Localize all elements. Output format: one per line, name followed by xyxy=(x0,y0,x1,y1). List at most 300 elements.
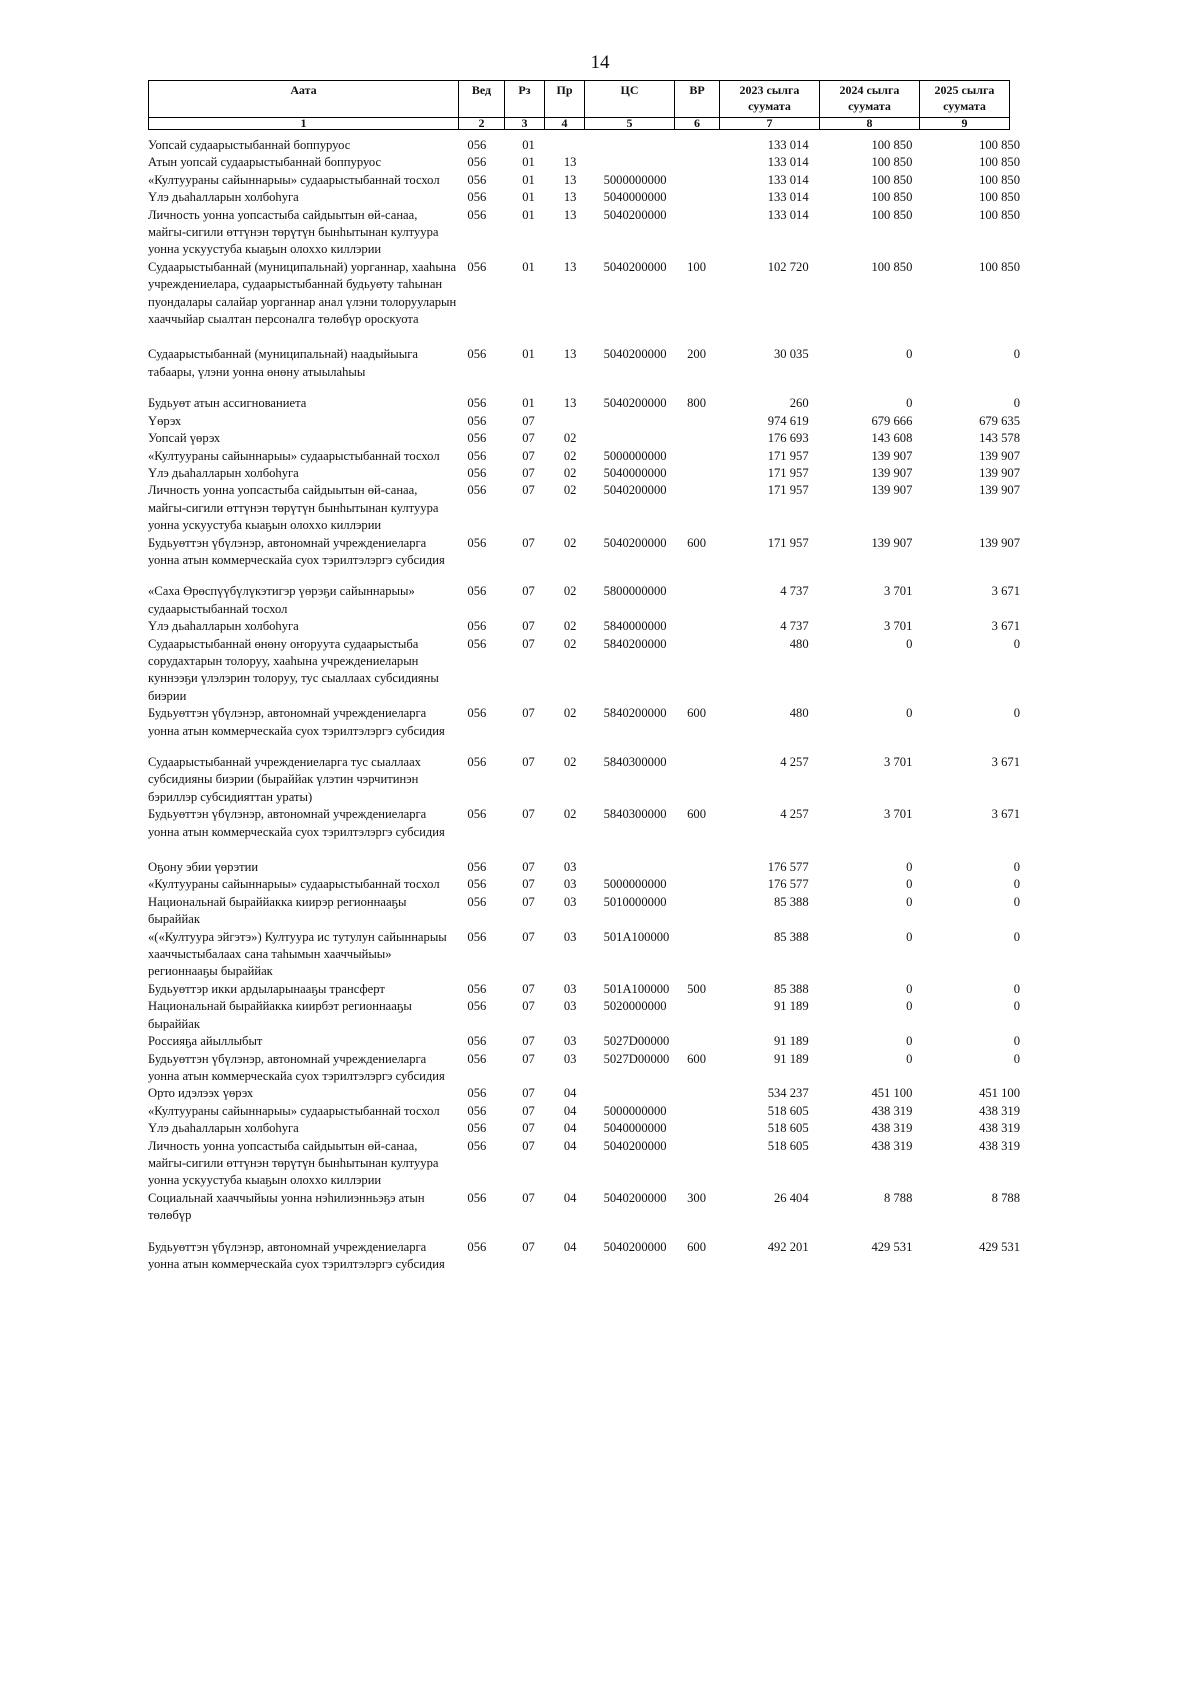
page-number: 14 xyxy=(590,52,610,73)
row-ved: 056 xyxy=(467,584,487,599)
row-ved: 056 xyxy=(467,431,487,446)
table-row xyxy=(148,154,1024,171)
row-name: «Култуураны сайыннарыы» судаарыстыбаннай тосхол xyxy=(148,877,440,892)
row-ved: 056 xyxy=(467,807,487,822)
row-ved: 056 xyxy=(467,396,487,411)
row-value-2025: 0 xyxy=(1013,396,1020,411)
row-cs: 5040200000 xyxy=(603,1138,667,1153)
row-pr: 02 xyxy=(563,465,577,480)
row-rz: 07 xyxy=(522,535,535,550)
row-pr: 02 xyxy=(563,584,577,599)
row-pr: 02 xyxy=(563,755,577,769)
row-pr: 03 xyxy=(563,1051,577,1066)
row-value-2024: 3 701 xyxy=(884,584,913,599)
row-vr xyxy=(683,189,729,206)
row-value-2025: 438 319 xyxy=(979,1103,1020,1118)
row-ved: 056 xyxy=(467,1103,487,1118)
row-rz: 07 xyxy=(522,431,535,446)
row-value-2023: 85 388 xyxy=(774,894,809,909)
row-name: «Култуураны сайыннарыы» судаарыстыбаннай тосхол xyxy=(148,448,440,463)
row-value-2024: 3 701 xyxy=(884,807,913,822)
table-body xyxy=(148,137,1024,1273)
table-row xyxy=(148,859,1024,876)
row-rz: 01 xyxy=(522,207,535,222)
header-num: 5 xyxy=(585,118,675,130)
row-rz: 07 xyxy=(522,981,535,996)
row-cs: 5020000000 xyxy=(603,999,667,1014)
row-cs: 5040200000 xyxy=(603,396,667,411)
row-vr xyxy=(683,1103,729,1120)
row-name: Орто идэлээх үөрэх xyxy=(148,1086,254,1101)
row-value-2025: 0 xyxy=(1013,706,1020,721)
row-name: Судаарыстыбаннай учреждениеларга тус сыаллаах субсидияны биэрии (быраййак үлэтин чэрчитинэн бэриллэр субсидияттан ураты) xyxy=(148,755,421,804)
row-cs: 5027D00000 xyxy=(603,1034,670,1049)
row-name: «Култуураны сайыннарыы» судаарыстыбаннай тосхол xyxy=(148,1103,440,1118)
row-vr xyxy=(683,172,729,189)
row-rz: 07 xyxy=(522,894,535,909)
row-name: «Саха Өрөспүүбүлүкэтигэр үөрэҕи сайыннарыы» судаарыстыбаннай тосхол xyxy=(148,584,415,616)
row-pr: 13 xyxy=(563,396,577,411)
row-value-2023: 176 693 xyxy=(767,431,809,446)
row-ved: 056 xyxy=(467,483,487,498)
row-ved: 056 xyxy=(467,755,487,769)
row-rz: 07 xyxy=(522,860,535,875)
row-pr: 03 xyxy=(563,894,577,909)
row-value-2024: 3 701 xyxy=(884,755,913,769)
row-value-2024: 8 788 xyxy=(884,1190,913,1205)
row-value-2024: 139 907 xyxy=(871,483,913,498)
row-vr xyxy=(683,929,729,981)
row-name: Будьуөттэн үбүлэнэр, автономнай учреждениеларга уонна атын коммерческайа суох тэрилтэлэргэ субсидия xyxy=(148,1051,445,1083)
row-value-2025: 679 635 xyxy=(979,413,1020,428)
table-row xyxy=(148,346,1024,395)
row-cs: 5040000000 xyxy=(603,1121,667,1136)
row-value-2024: 143 608 xyxy=(871,431,913,446)
row-value-2024: 0 xyxy=(906,706,913,721)
row-rz: 07 xyxy=(522,1086,535,1101)
header-2024: 2024 сылга суумата xyxy=(820,81,920,118)
row-value-2024: 100 850 xyxy=(871,138,913,152)
row-cs xyxy=(592,137,684,154)
table-row xyxy=(148,1120,1024,1137)
row-value-2024: 100 850 xyxy=(871,190,913,205)
row-value-2025: 3 671 xyxy=(991,755,1020,769)
row-value-2025: 139 907 xyxy=(979,483,1020,498)
row-cs: 5800000000 xyxy=(603,584,667,599)
row-vr: 600 xyxy=(687,706,707,721)
row-rz: 07 xyxy=(522,465,535,480)
row-vr xyxy=(683,894,729,929)
header-name: Аата xyxy=(149,81,459,118)
row-name: Национальнай быраййакка киирэр регионнааҕы быраййак xyxy=(148,894,407,927)
row-name: «Култуураны сайыннарыы» судаарыстыбаннай тосхол xyxy=(148,172,440,187)
row-value-2025: 0 xyxy=(1013,1051,1020,1066)
row-value-2023: 85 388 xyxy=(774,981,809,996)
row-value-2025: 100 850 xyxy=(979,138,1020,152)
table-row xyxy=(148,876,1024,893)
row-pr: 04 xyxy=(563,1138,577,1153)
row-ved: 056 xyxy=(467,929,487,944)
row-value-2024: 0 xyxy=(906,894,913,909)
row-ved: 056 xyxy=(467,1190,487,1205)
row-value-2025: 451 100 xyxy=(979,1086,1020,1101)
row-vr xyxy=(683,1085,729,1102)
table-row xyxy=(148,583,1024,618)
row-value-2023: 518 605 xyxy=(767,1121,809,1136)
row-value-2025: 429 531 xyxy=(979,1239,1020,1254)
row-ved: 056 xyxy=(467,448,487,463)
table-row xyxy=(148,259,1024,347)
row-vr xyxy=(683,154,729,171)
row-cs xyxy=(592,413,684,430)
row-rz: 07 xyxy=(522,1051,535,1066)
row-cs: 5840300000 xyxy=(603,755,667,769)
table-row xyxy=(148,636,1024,706)
row-rz: 01 xyxy=(522,138,535,152)
row-vr: 600 xyxy=(687,1051,707,1066)
row-vr xyxy=(683,207,729,259)
header-rz: Рз xyxy=(505,81,545,118)
row-ved: 056 xyxy=(467,207,487,222)
row-pr: 04 xyxy=(563,1086,577,1101)
row-rz: 07 xyxy=(522,1138,535,1153)
row-pr: 04 xyxy=(563,1121,577,1136)
row-pr: 04 xyxy=(563,1239,577,1254)
row-value-2025: 139 907 xyxy=(979,448,1020,463)
row-cs: 501А100000 xyxy=(603,929,670,944)
row-rz: 01 xyxy=(522,347,535,362)
row-value-2023: 176 577 xyxy=(767,877,809,892)
row-rz: 07 xyxy=(522,1190,535,1205)
row-value-2024: 0 xyxy=(906,347,913,362)
row-value-2023: 91 189 xyxy=(774,1051,809,1066)
row-rz: 07 xyxy=(522,1121,535,1136)
row-vr xyxy=(683,583,729,618)
row-cs: 5000000000 xyxy=(603,448,667,463)
row-value-2023: 480 xyxy=(789,636,809,651)
row-cs xyxy=(592,154,684,171)
row-rz: 07 xyxy=(522,999,535,1014)
row-rz: 07 xyxy=(522,584,535,599)
row-pr: 13 xyxy=(563,259,577,274)
row-value-2023: 30 035 xyxy=(774,347,809,362)
row-vr xyxy=(683,465,729,482)
row-value-2023: 492 201 xyxy=(767,1239,809,1254)
row-value-2024: 0 xyxy=(906,396,913,411)
row-vr: 800 xyxy=(687,396,707,411)
row-pr: 03 xyxy=(563,877,577,892)
row-value-2025: 100 850 xyxy=(979,155,1020,170)
row-name: Личность уонна уопсастыба сайдыытын өй-санаа, майгы-сигили өттүнэн төрүтүн бынһытынан култуура уонна ускуустуба кыаҕын олохxo киллэрии xyxy=(148,1138,439,1188)
header-num: 4 xyxy=(545,118,585,130)
row-value-2025: 0 xyxy=(1013,981,1020,996)
row-value-2023: 171 957 xyxy=(767,483,809,498)
row-name: Атын уопсай судаарыстыбаннай боппуруос xyxy=(148,155,382,170)
row-pr: 04 xyxy=(563,1190,577,1205)
row-rz: 07 xyxy=(522,807,535,822)
row-vr xyxy=(683,1138,729,1190)
table-row xyxy=(148,465,1024,482)
row-ved: 056 xyxy=(467,1239,487,1254)
row-name: Будьуөттэн үбүлэнэр, автономнай учреждениеларга уонна атын коммерческайа суох тэрилтэлэргэ субсидия xyxy=(148,807,445,839)
row-cs: 5040200000 xyxy=(603,259,667,274)
header-num: 7 xyxy=(720,118,820,130)
row-name: Судаарыстыбаннай өнөну оҥоруута судаарыстыба сорудахтарын толоруу, хааһына учреждениеларын куннээҕи үлэлэрин толоруу, тус сыаллаах субсидияны биэрии xyxy=(148,636,439,703)
row-value-2023: 171 957 xyxy=(767,535,809,550)
row-vr: 200 xyxy=(687,347,707,362)
row-value-2025: 438 319 xyxy=(979,1138,1020,1153)
row-value-2025: 3 671 xyxy=(991,807,1020,822)
row-ved: 056 xyxy=(467,860,487,875)
row-pr: 02 xyxy=(563,448,577,463)
row-rz: 01 xyxy=(522,172,535,187)
row-value-2023: 91 189 xyxy=(774,1034,809,1049)
row-pr: 13 xyxy=(563,190,577,205)
row-pr xyxy=(551,137,592,154)
row-cs: 5000000000 xyxy=(603,1103,667,1118)
table-row xyxy=(148,207,1024,259)
row-ved: 056 xyxy=(467,981,487,996)
table-row xyxy=(148,1033,1024,1050)
row-value-2025: 8 788 xyxy=(991,1190,1020,1205)
row-pr: 13 xyxy=(563,172,577,187)
table-row xyxy=(148,1085,1024,1102)
row-vr: 600 xyxy=(687,807,707,822)
row-value-2024: 139 907 xyxy=(871,448,913,463)
row-rz: 07 xyxy=(522,1239,535,1254)
row-vr xyxy=(683,636,729,706)
header-num: 1 xyxy=(149,118,459,130)
row-value-2023: 171 957 xyxy=(767,448,809,463)
row-name: Социальнай хааччыйыы уонна нэһилиэнньэҕэ атын төлөбүр xyxy=(148,1190,425,1223)
row-cs xyxy=(592,1085,684,1102)
table-row xyxy=(148,482,1024,534)
row-vr xyxy=(683,413,729,430)
row-name: Будьуөттэн үбүлэнэр, автономнай учреждениеларга уонна атын коммерческайа суох тэрилтэлэргэ субсидия xyxy=(148,706,445,738)
row-pr: 02 xyxy=(563,619,577,634)
table-row xyxy=(148,1138,1024,1190)
row-value-2023: 518 605 xyxy=(767,1103,809,1118)
header-pr: Пр xyxy=(545,81,585,118)
table-row xyxy=(148,806,1024,859)
row-cs: 501А100000 xyxy=(603,981,670,996)
row-vr: 600 xyxy=(687,1239,707,1254)
row-value-2024: 0 xyxy=(906,1034,913,1049)
row-cs: 5040200000 xyxy=(603,1239,667,1254)
row-name: Будьуөт атын ассигнованиета xyxy=(148,396,307,411)
row-rz: 07 xyxy=(522,636,535,651)
row-vr: 500 xyxy=(687,981,707,996)
row-ved: 056 xyxy=(467,1051,487,1066)
row-name: Будьуөттэн үбүлэнэр, автономнай учреждениеларга уонна атын коммерческайа суох тэрилтэлэргэ субсидия xyxy=(148,535,445,567)
row-value-2023: 133 014 xyxy=(767,172,809,187)
header-num: 2 xyxy=(459,118,505,130)
row-rz: 07 xyxy=(522,619,535,634)
row-ved: 056 xyxy=(467,413,487,428)
row-ved: 056 xyxy=(467,877,487,892)
row-value-2024: 0 xyxy=(906,929,913,944)
table-row xyxy=(148,618,1024,635)
row-name: Будьуөттэн үбүлэнэр, автономнай учреждениеларга уонна атын коммерческайа суох тэрилтэлэргэ субсидия xyxy=(148,1239,445,1271)
row-name: Үлэ дьаһалларын холбоһуга xyxy=(148,619,299,634)
row-ved: 056 xyxy=(467,1086,487,1101)
row-cs: 5040200000 xyxy=(603,1190,667,1205)
row-value-2025: 100 850 xyxy=(979,172,1020,187)
table-row xyxy=(148,1190,1024,1239)
table-row xyxy=(148,705,1024,754)
row-pr: 03 xyxy=(563,999,577,1014)
row-name: Уопсай судаарыстыбаннай боппуруос xyxy=(148,138,351,152)
row-vr xyxy=(683,754,729,806)
table-row xyxy=(148,998,1024,1033)
row-value-2023: 534 237 xyxy=(767,1086,809,1101)
row-value-2023: 518 605 xyxy=(767,1138,809,1153)
row-vr: 300 xyxy=(687,1190,707,1205)
table-row xyxy=(148,430,1024,447)
table-row xyxy=(148,189,1024,206)
row-value-2024: 0 xyxy=(906,877,913,892)
row-vr xyxy=(683,859,729,876)
row-cs: 5040000000 xyxy=(603,190,667,205)
row-value-2025: 139 907 xyxy=(979,465,1020,480)
row-vr xyxy=(683,430,729,447)
row-rz: 01 xyxy=(522,396,535,411)
row-cs: 5840200000 xyxy=(603,636,667,651)
row-vr xyxy=(683,482,729,534)
row-ved: 056 xyxy=(467,1034,487,1049)
row-value-2024: 0 xyxy=(906,981,913,996)
row-value-2025: 3 671 xyxy=(991,584,1020,599)
row-rz: 07 xyxy=(522,1034,535,1049)
row-value-2023: 4 257 xyxy=(780,755,809,769)
row-rz: 07 xyxy=(522,755,535,769)
row-pr: 03 xyxy=(563,860,577,875)
row-rz: 07 xyxy=(522,929,535,944)
header-vr: ВР xyxy=(675,81,720,118)
row-rz: 07 xyxy=(522,706,535,721)
row-value-2025: 3 671 xyxy=(991,619,1020,634)
row-ved: 056 xyxy=(467,636,487,651)
row-pr: 02 xyxy=(563,706,577,721)
row-name: Национальнай быраййакка киирбэт регионнааҕы быраййак xyxy=(148,999,412,1031)
row-vr xyxy=(683,876,729,893)
header-cs: ЦС xyxy=(585,81,675,118)
row-value-2025: 0 xyxy=(1013,894,1020,909)
row-value-2024: 0 xyxy=(906,860,913,875)
row-cs: 5840000000 xyxy=(603,619,667,634)
row-value-2023: 4 737 xyxy=(780,619,809,634)
row-rz: 07 xyxy=(522,448,535,463)
row-ved: 056 xyxy=(467,190,487,205)
table-row xyxy=(148,448,1024,465)
row-value-2023: 133 014 xyxy=(767,207,809,222)
row-pr: 02 xyxy=(563,636,577,651)
row-rz: 07 xyxy=(522,483,535,498)
row-value-2024: 139 907 xyxy=(871,465,913,480)
row-value-2023: 171 957 xyxy=(767,465,809,480)
row-ved: 056 xyxy=(467,535,487,550)
row-value-2025: 100 850 xyxy=(979,259,1020,274)
table-row xyxy=(148,1103,1024,1120)
row-value-2025: 100 850 xyxy=(979,190,1020,205)
row-value-2024: 451 100 xyxy=(871,1086,913,1101)
row-name: Үлэ дьаһалларын холбоһуга xyxy=(148,1121,299,1136)
row-ved: 056 xyxy=(467,999,487,1014)
header-num: 9 xyxy=(920,118,1010,130)
row-ved: 056 xyxy=(467,138,487,152)
row-value-2023: 480 xyxy=(789,706,809,721)
row-name: Будьуөттэр икки ардыларынааҕы трансферт xyxy=(148,981,385,996)
row-name: «(«Култуура эйгэтэ») Култуура ис тутулун сайыннарыы хааччыстыбалаах сана таһымын хааччыйыы» регионнааҕы быраййак xyxy=(148,929,447,979)
header-ved: Вед xyxy=(459,81,505,118)
row-value-2024: 100 850 xyxy=(871,207,913,222)
row-value-2023: 176 577 xyxy=(767,860,809,875)
header-num: 3 xyxy=(505,118,545,130)
row-cs: 5010000000 xyxy=(603,894,667,909)
row-value-2024: 438 319 xyxy=(871,1103,913,1118)
row-pr: 02 xyxy=(563,535,577,550)
row-vr xyxy=(683,618,729,635)
row-value-2023: 260 xyxy=(789,396,809,411)
row-name: Судаарыстыбаннай (муниципальнай) уорганнар, хааһына учреждениелара, судаарыстыбаннай будьуөту таһынан пуондалары салайар уорганнар анал үлэни толорууларын хааччыйар сыалтан персоналга төлөбүр ороскуота xyxy=(148,259,457,327)
row-value-2025: 100 850 xyxy=(979,207,1020,222)
row-cs: 5040200000 xyxy=(603,483,667,498)
row-name: Оҕону эбии үөрэтии xyxy=(148,860,259,875)
row-value-2024: 100 850 xyxy=(871,172,913,187)
row-value-2023: 85 388 xyxy=(774,929,809,944)
table-row xyxy=(148,413,1024,430)
row-cs: 5027D00000 xyxy=(603,1051,670,1066)
row-cs: 5840200000 xyxy=(603,706,667,721)
row-ved: 056 xyxy=(467,894,487,909)
row-pr: 13 xyxy=(563,207,577,222)
row-pr: 03 xyxy=(563,929,577,944)
row-ved: 056 xyxy=(467,259,487,274)
row-cs xyxy=(592,430,684,447)
row-cs: 5040200000 xyxy=(603,207,667,222)
row-ved: 056 xyxy=(467,172,487,187)
row-pr: 13 xyxy=(563,155,577,170)
row-ved: 056 xyxy=(467,347,487,362)
row-pr: 02 xyxy=(563,431,577,446)
table-row xyxy=(148,754,1024,806)
row-value-2024: 3 701 xyxy=(884,619,913,634)
row-cs: 5040200000 xyxy=(603,347,667,362)
table-row xyxy=(148,1239,1024,1274)
header-2025: 2025 сылга суумата xyxy=(920,81,1010,118)
row-value-2025: 0 xyxy=(1013,1034,1020,1049)
row-value-2025: 0 xyxy=(1013,929,1020,944)
row-rz: 07 xyxy=(522,1103,535,1118)
row-pr: 02 xyxy=(563,807,577,822)
row-name: Личность уонна уопсастыба сайдыытын өй-санаа, майгы-сигили өттүнэн төрүтүн бынһытынан култуура уонна ускуустуба кыаҕын олохxo киллэрии xyxy=(148,483,439,533)
row-ved: 056 xyxy=(467,1121,487,1136)
row-value-2024: 679 666 xyxy=(871,413,913,428)
row-ved: 056 xyxy=(467,465,487,480)
row-value-2024: 100 850 xyxy=(871,259,913,274)
row-value-2023: 4 737 xyxy=(780,584,809,599)
table-row xyxy=(148,535,1024,584)
header-num: 8 xyxy=(820,118,920,130)
row-cs: 5000000000 xyxy=(603,877,667,892)
row-value-2025: 0 xyxy=(1013,860,1020,875)
row-value-2023: 133 014 xyxy=(767,138,809,152)
row-value-2025: 438 319 xyxy=(979,1121,1020,1136)
row-value-2024: 0 xyxy=(906,1051,913,1066)
row-vr xyxy=(683,998,729,1033)
row-name: Россияҕа айыллыбыт xyxy=(148,1034,263,1049)
row-ved: 056 xyxy=(467,155,487,170)
